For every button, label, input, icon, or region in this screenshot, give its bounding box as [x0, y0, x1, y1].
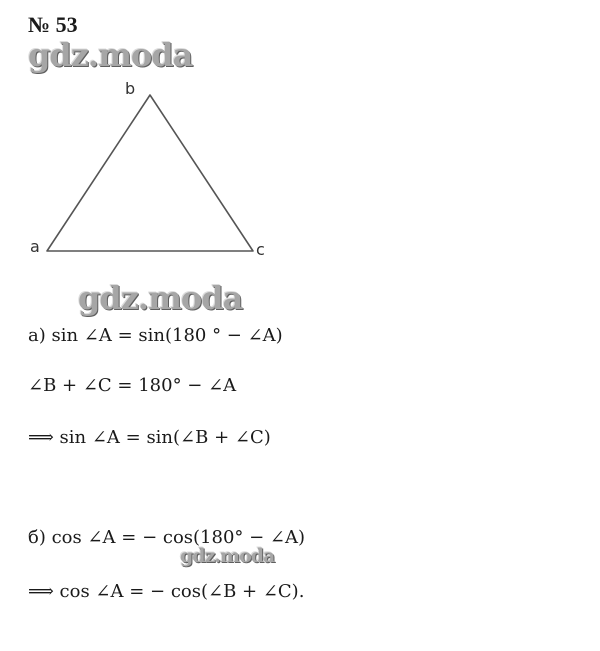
watermark-bottom: gdz.moda: [180, 545, 275, 567]
problem-number: № 53: [28, 12, 78, 37]
triangle-shape: [47, 95, 253, 251]
solution-line-b-cos: б) cos ∠A = − cos(180° − ∠A): [28, 527, 306, 548]
watermark-middle: gdz.moda: [78, 279, 243, 317]
solution-line-angle-sum: ∠B + ∠C = 180° − ∠A: [28, 375, 237, 396]
solution-line-cos-result: ⟹ cos ∠A = − cos(∠B + ∠C).: [28, 581, 305, 602]
watermark-top: gdz.moda: [28, 36, 193, 74]
solution-line-sin-result: ⟹ sin ∠A = sin(∠B + ∠C): [28, 427, 271, 448]
solution-line-a-sin: а) sin ∠A = sin(180 ° − ∠A): [28, 325, 283, 346]
vertex-label-c: c: [256, 240, 265, 259]
vertex-label-a: a: [30, 237, 40, 256]
vertex-label-b: b: [125, 79, 136, 98]
